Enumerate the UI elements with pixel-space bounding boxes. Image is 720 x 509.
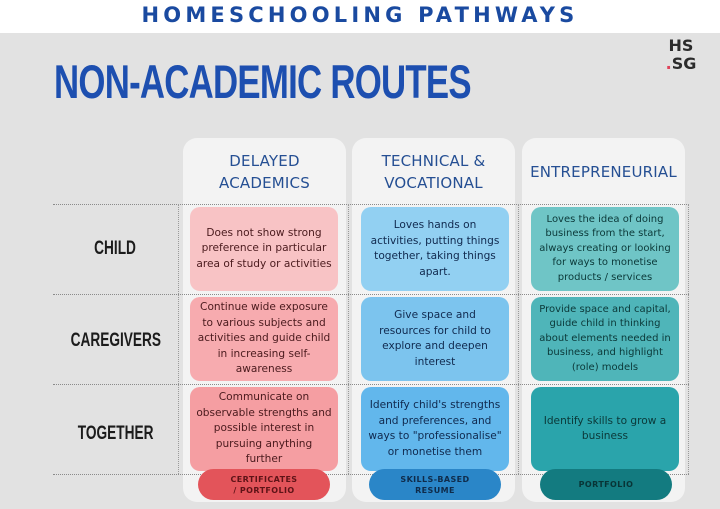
row-label-child (53, 204, 178, 294)
logo-line-2 (664, 55, 698, 73)
row-label-caregivers (53, 296, 178, 386)
outcome-line: / PORTFOLIO (233, 485, 295, 495)
column-header-entrepreneurial (522, 140, 685, 204)
outcome-line: RESUME (415, 485, 455, 495)
logo-dot: . (665, 54, 672, 73)
cell-caregivers-technical-vocational: Give space and resources for child to explore and deepen interest (361, 297, 509, 381)
outcome-line: PORTFOLIO (578, 480, 634, 489)
logo-line-2-text: SG (671, 54, 697, 73)
logo-line-1: HS (668, 36, 694, 55)
column-header-line: ENTREPRENEURIAL (530, 163, 677, 181)
column-header-delayed-academics (183, 140, 346, 204)
column-header-line: TECHNICAL & (381, 152, 486, 170)
column-header-technical-vocational (352, 140, 515, 204)
grid-divider (688, 204, 689, 474)
grid-divider (178, 204, 179, 474)
column-header-line: DELAYED (229, 152, 300, 170)
hssg-logo (664, 37, 698, 73)
row-label-text: TOGETHER (77, 423, 154, 444)
cell-child-technical-vocational: Loves hands on activities, putting things together, taking things apart. (361, 207, 509, 291)
row-label-text: CHILD (94, 238, 137, 259)
cell-together-entrepreneurial: Identify skills to grow a business (531, 387, 679, 471)
page-title: NON-ACADEMIC ROUTES (54, 55, 471, 108)
cell-caregivers-entrepreneurial: Provide space and capital, guide child in thinking about elements needed in business, and highlight (role) models (531, 297, 679, 381)
cell-together-technical-vocational: Identify child's strengths and preferences, and ways to "professionalise" or monetise them (361, 387, 509, 471)
cell-child-entrepreneurial: Loves the idea of doing business from the start, always creating or looking for ways to monetise products / services (531, 207, 679, 291)
outcome-pill-certificates-portfolio (198, 469, 330, 500)
top-banner (0, 0, 720, 33)
column-header-line: VOCATIONAL (384, 174, 483, 192)
grid-divider (518, 204, 519, 474)
cell-together-delayed-academics: Communicate on observable strengths and possible interest in pursuing anything further (190, 387, 338, 471)
series-title: HOMESCHOOLING PATHWAYS (141, 3, 579, 27)
row-label-text: CAREGIVERS (70, 330, 161, 351)
outcome-line: CERTIFICATES (230, 474, 298, 484)
grid-line (53, 294, 689, 295)
cell-child-delayed-academics: Does not show strong preference in particular area of study or activities (190, 207, 338, 291)
outcome-pill-portfolio (540, 469, 672, 500)
row-label-together (53, 389, 178, 479)
column-header-line: ACADEMICS (219, 174, 310, 192)
outcome-line: SKILLS-BASED (400, 474, 470, 484)
outcome-pill-skills-based-resume (369, 469, 501, 500)
grid-divider (348, 204, 349, 474)
cell-caregivers-delayed-academics: Continue wide exposure to various subjects and activities and guide child in increasing self-awareness (190, 297, 338, 381)
